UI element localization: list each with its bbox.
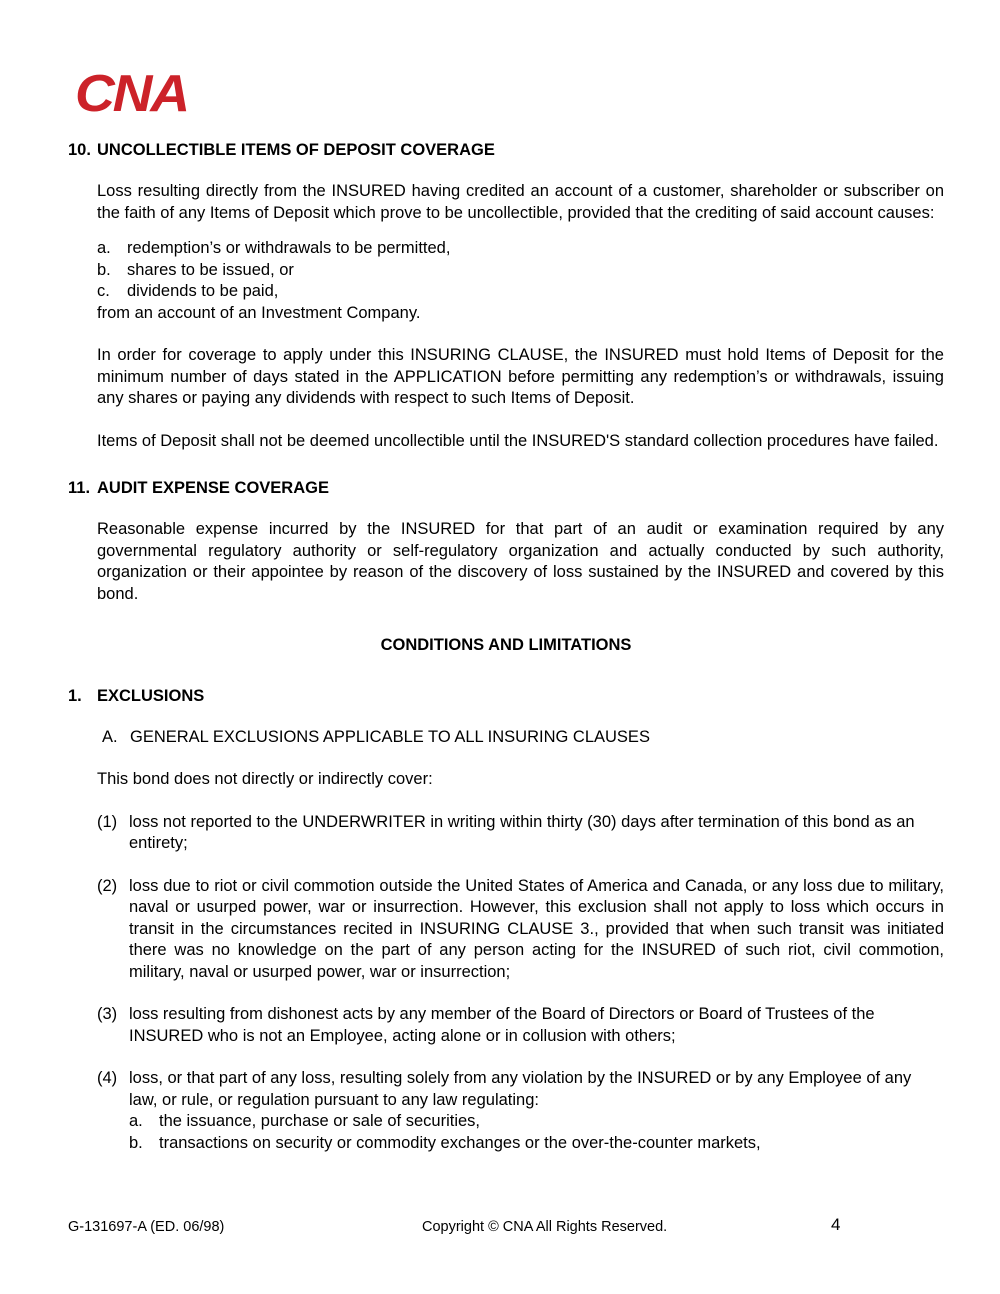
- footer-page-number: 4: [831, 1215, 841, 1234]
- list-item-text: loss due to riot or civil commotion outside the United States of America and Canada, or any loss due to military, naval or usurped power, war or insurrection. However, this exclusion shall not apply to loss which occurs in transit in the circumstances recited in INSURING CLAUSE 3., provided that when such transit was initiated there was no knowledge on the part of any person acting for the INSURED of such riot, civil commotion, military, naval or usurped power, war or insurrection;: [129, 876, 944, 981]
- exclusions-body: [97, 769, 944, 1154]
- exclusions-title: EXCLUSIONS: [97, 687, 205, 705]
- list-marker: (1): [97, 812, 118, 831]
- list-item: [97, 238, 944, 260]
- general-exclusions-title: GENERAL EXCLUSIONS APPLICABLE TO ALL INSURING CLAUSES: [130, 728, 650, 746]
- general-exclusions-marker: A.: [102, 728, 118, 746]
- exclusions-number: 1.: [68, 687, 82, 705]
- list-item-text: shares to be issued, or: [127, 260, 294, 279]
- list-item-text: the issuance, purchase or sale of securities,: [159, 1112, 481, 1130]
- list-item: [97, 1068, 944, 1154]
- list-item: [97, 1004, 944, 1047]
- section-10-heading: [68, 140, 944, 160]
- list-item: [97, 812, 944, 855]
- cna-logo: [75, 65, 189, 123]
- conditions-and-limitations-heading: CONDITIONS AND LIMITATIONS: [380, 636, 632, 654]
- section-10-list: [97, 238, 944, 303]
- section-11-body: [97, 519, 944, 605]
- section-10-title: UNCOLLECTIBLE ITEMS OF DEPOSIT COVERAGE: [97, 141, 495, 159]
- list-item: [129, 1111, 944, 1133]
- section-10-body: [97, 181, 944, 452]
- general-exclusions-subheading: [102, 727, 944, 748]
- list-item-text: loss, or that part of any loss, resulting solely from any violation by the INSURED or by any Employee of any law, or rule, or regulation pursuant to any law regulating:: [129, 1069, 912, 1109]
- list-item-text: loss resulting from dishonest acts by any member of the Board of Directors or Board of Trustees of the INSURED who is not an Employee, acting alone or in collusion with others;: [129, 1005, 875, 1045]
- list-item-text: dividends to be paid,: [127, 282, 279, 300]
- list-marker: b.: [129, 1133, 143, 1152]
- list-marker: (3): [97, 1005, 118, 1023]
- list-item-text: loss not reported to the UNDERWRITER in writing within thirty (30) days after termination of this bond as an entirety;: [129, 812, 915, 852]
- list-marker: (2): [97, 876, 118, 895]
- exclusions-heading: [68, 686, 944, 706]
- section-10-paragraph-3: Items of Deposit shall not be deemed uncollectible until the INSURED'S standard collection procedures have failed.: [97, 431, 939, 450]
- list-marker: b.: [97, 260, 111, 279]
- list-marker: a.: [97, 239, 111, 257]
- list-item: [129, 1133, 944, 1155]
- footer-copyright: Copyright © CNA All Rights Reserved.: [422, 1219, 668, 1235]
- section-10-list-tail: from an account of an Investment Company.: [97, 303, 421, 322]
- exclusions-lead-in: This bond does not directly or indirectly cover:: [97, 770, 433, 788]
- section-10-number: 10.: [68, 141, 91, 159]
- list-marker: a.: [129, 1112, 143, 1130]
- list-item: [97, 260, 944, 282]
- list-item: [97, 281, 944, 303]
- list-marker: c.: [97, 282, 110, 300]
- exclusion-4-sublist: [129, 1111, 944, 1154]
- section-11-number: 11.: [68, 479, 91, 497]
- list-marker: (4): [97, 1069, 118, 1087]
- list-item: [97, 876, 944, 984]
- section-10-paragraph-2: In order for coverage to apply under this INSURING CLAUSE, the INSURED must hold Items of Deposit for the minimum number of days stated in the APPLICATION before permitting any redemption’s or withdrawals, issuing any shares or paying any dividends with respect to such Items of Deposit.: [97, 346, 944, 407]
- exclusions-list: [97, 812, 944, 1155]
- list-item-text: redemption’s or withdrawals to be permitted,: [127, 239, 451, 257]
- document-body: [68, 140, 944, 1154]
- section-11-title: AUDIT EXPENSE COVERAGE: [97, 479, 329, 497]
- section-11-heading: [68, 478, 944, 498]
- cna-logo-text: CNA: [75, 65, 189, 123]
- list-item-text: transactions on security or commodity exchanges or the over-the-counter markets,: [159, 1133, 761, 1152]
- section-11-paragraph-1: Reasonable expense incurred by the INSURED for that part of an audit or examination required by any governmental regulatory authority or self-regulatory organization and actually conducted by such authority, organization or their appointee by reason of the discovery of loss sustained by the INSURED and covered by this bond.: [97, 520, 944, 603]
- section-10-paragraph-1: Loss resulting directly from the INSURED having credited an account of a customer, shareholder or subscriber on the faith of any Items of Deposit which prove to be uncollectible, provided that the crediting of said account causes:: [97, 182, 944, 222]
- footer-form-number: G-131697-A (ED. 06/98): [68, 1219, 225, 1235]
